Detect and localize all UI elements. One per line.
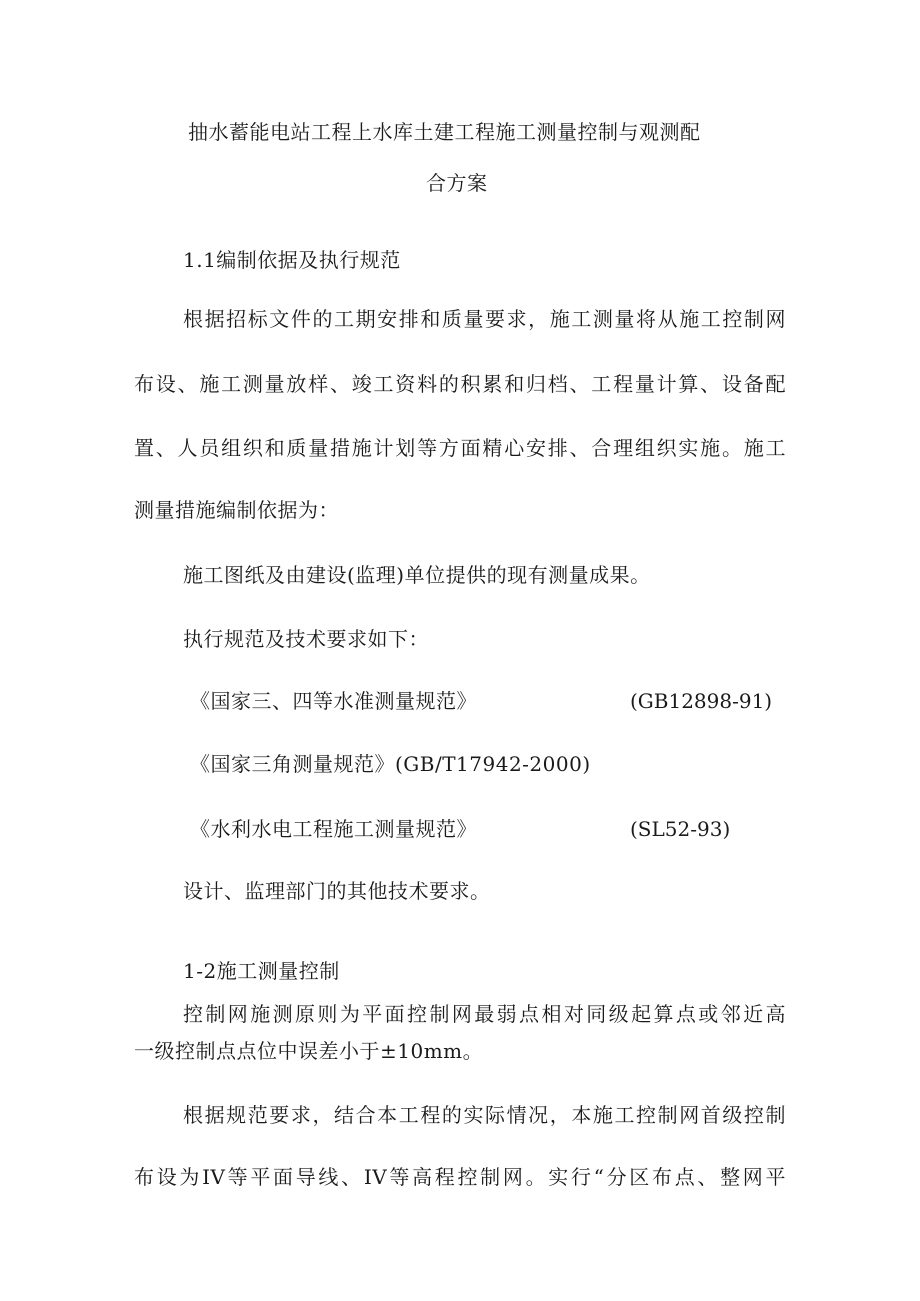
standard-item-2-name: 《国家三角测量规范》(GB/T17942-2000): [190, 752, 591, 776]
section1-para2: 施工图纸及由建设(监理)单位提供的现有测量成果。: [183, 563, 651, 587]
section1-para1-line3: 置、人员组织和质量措施计划等方面精心安排、合理组织实施。施工: [134, 436, 786, 460]
standard-item-3-code: (SL52-93): [630, 817, 731, 841]
section2-para1-line1: 控制网施测原则为平面控制网最弱点相对同级起算点或邻近高: [183, 1002, 786, 1026]
section1-para3: 执行规范及技术要求如下：: [183, 627, 429, 651]
section1-para1-line1: 根据招标文件的工期安排和质量要求，施工测量将从施工控制网: [183, 307, 786, 331]
section1-para1-line4: 测量措施编制依据为：: [134, 498, 339, 522]
section1-para1-line2: 布设、施工测量放样、竣工资料的积累和归档、工程量计算、设备配: [134, 372, 786, 396]
section2-para2-line2: 布设为IV等平面导线、IV等高程控制网。实行“分区布点、整网平: [134, 1165, 786, 1189]
section2-para2-line1: 根据规范要求，结合本工程的实际情况，本施工控制网首级控制: [183, 1103, 786, 1127]
standard-item-3-name: 《水利水电工程施工测量规范》: [190, 817, 477, 841]
document-title-line1: 抽水蓄能电站工程上水库土建工程施工测量控制与观测配: [188, 120, 701, 144]
section2-heading: 1-2施工测量控制: [183, 959, 340, 983]
section1-para4: 设计、监理部门的其他技术要求。: [183, 879, 491, 903]
section2-para1-line2: 一级控制点点位中误差小于±10mm。: [134, 1039, 484, 1063]
standard-item-1-name: 《国家三、四等水准测量规范》: [190, 689, 477, 713]
document-title-line2: 合方案: [426, 171, 488, 195]
section1-heading: 1.1编制依据及执行规范: [183, 248, 401, 272]
standard-item-1-code: (GB12898-91): [630, 689, 773, 713]
